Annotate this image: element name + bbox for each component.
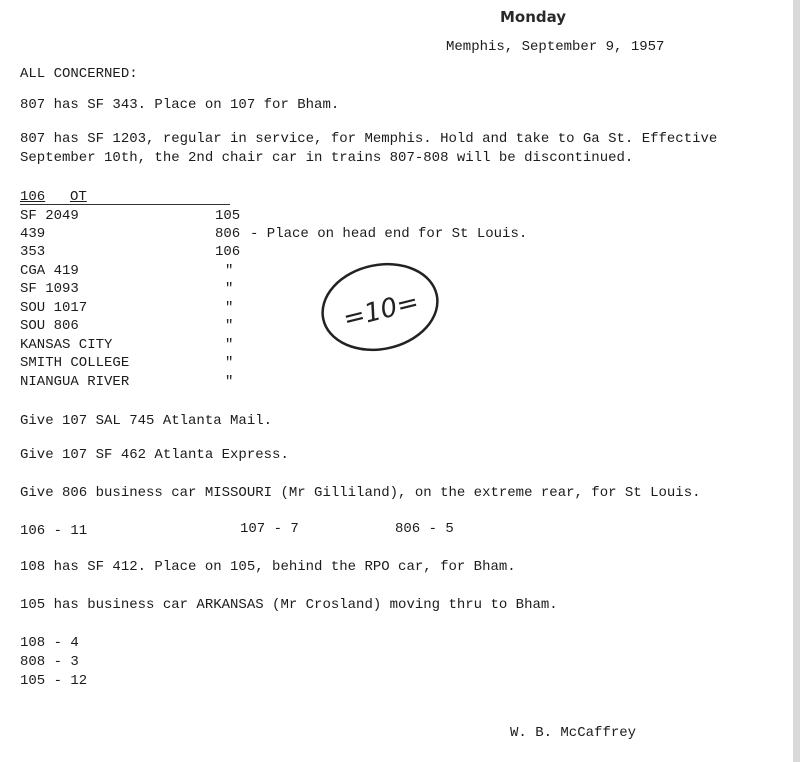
consist-header-rule	[20, 204, 230, 205]
consist-car: SF 2049	[20, 208, 79, 224]
scan-edge	[793, 0, 800, 762]
consist-car: SOU 806	[20, 318, 79, 334]
consist-ditto: "	[225, 318, 234, 334]
consist-header-ot: OT	[70, 189, 87, 205]
place-date: Memphis, September 9, 1957	[446, 39, 665, 55]
consist-car: NIANGUA RIVER	[20, 374, 130, 390]
consist-train: 105	[215, 208, 241, 224]
consist-ditto: "	[225, 337, 234, 353]
give-2: Give 107 SF 462 Atlanta Express.	[20, 447, 289, 463]
circled-ten-mark	[318, 255, 446, 355]
count-105: 105 - 12	[20, 673, 88, 689]
consist-car: KANSAS CITY	[20, 337, 113, 353]
note-105: 105 has business car ARKANSAS (Mr Crosland) moving thru to Bham.	[20, 597, 558, 613]
count-107: 107 - 7	[240, 521, 299, 537]
consist-train: 806	[215, 226, 241, 242]
count-806: 806 - 5	[395, 521, 454, 537]
consist-car: SOU 1017	[20, 300, 88, 316]
stamp-text: =10=	[340, 287, 422, 335]
note-1: 807 has SF 343. Place on 107 for Bham.	[20, 97, 340, 113]
count-808: 808 - 3	[20, 654, 79, 670]
consist-car: SMITH COLLEGE	[20, 355, 130, 371]
consist-car: SF 1093	[20, 281, 79, 297]
note-2-line-1: 807 has SF 1203, regular in service, for Memphis. Hold and take to Ga St. Effective	[20, 131, 718, 147]
consist-car: 353	[20, 244, 46, 260]
signature: W. B. McCaffrey	[510, 725, 637, 741]
count-108: 108 - 4	[20, 635, 79, 651]
note-2-line-2: September 10th, the 2nd chair car in trains 807-808 will be discontinued.	[20, 150, 634, 166]
consist-ditto: "	[225, 263, 234, 279]
count-106: 106 - 11	[20, 523, 88, 539]
note-108: 108 has SF 412. Place on 105, behind the RPO car, for Bham.	[20, 559, 516, 575]
consist-car: CGA 419	[20, 263, 79, 279]
give-1: Give 107 SAL 745 Atlanta Mail.	[20, 413, 273, 429]
consist-car: 439	[20, 226, 46, 242]
consist-note: - Place on head end for St Louis.	[250, 226, 528, 242]
consist-ditto: "	[225, 355, 234, 371]
give-3: Give 806 business car MISSOURI (Mr Gilliland), on the extreme rear, for St Louis.	[20, 485, 701, 501]
day-label: Monday	[500, 8, 567, 26]
consist-train: 106	[215, 244, 241, 260]
consist-ditto: "	[225, 300, 234, 316]
consist-ditto: "	[225, 374, 234, 390]
consist-ditto: "	[225, 281, 234, 297]
consist-header-train: 106	[20, 189, 46, 205]
salutation: ALL CONCERNED:	[20, 66, 138, 82]
